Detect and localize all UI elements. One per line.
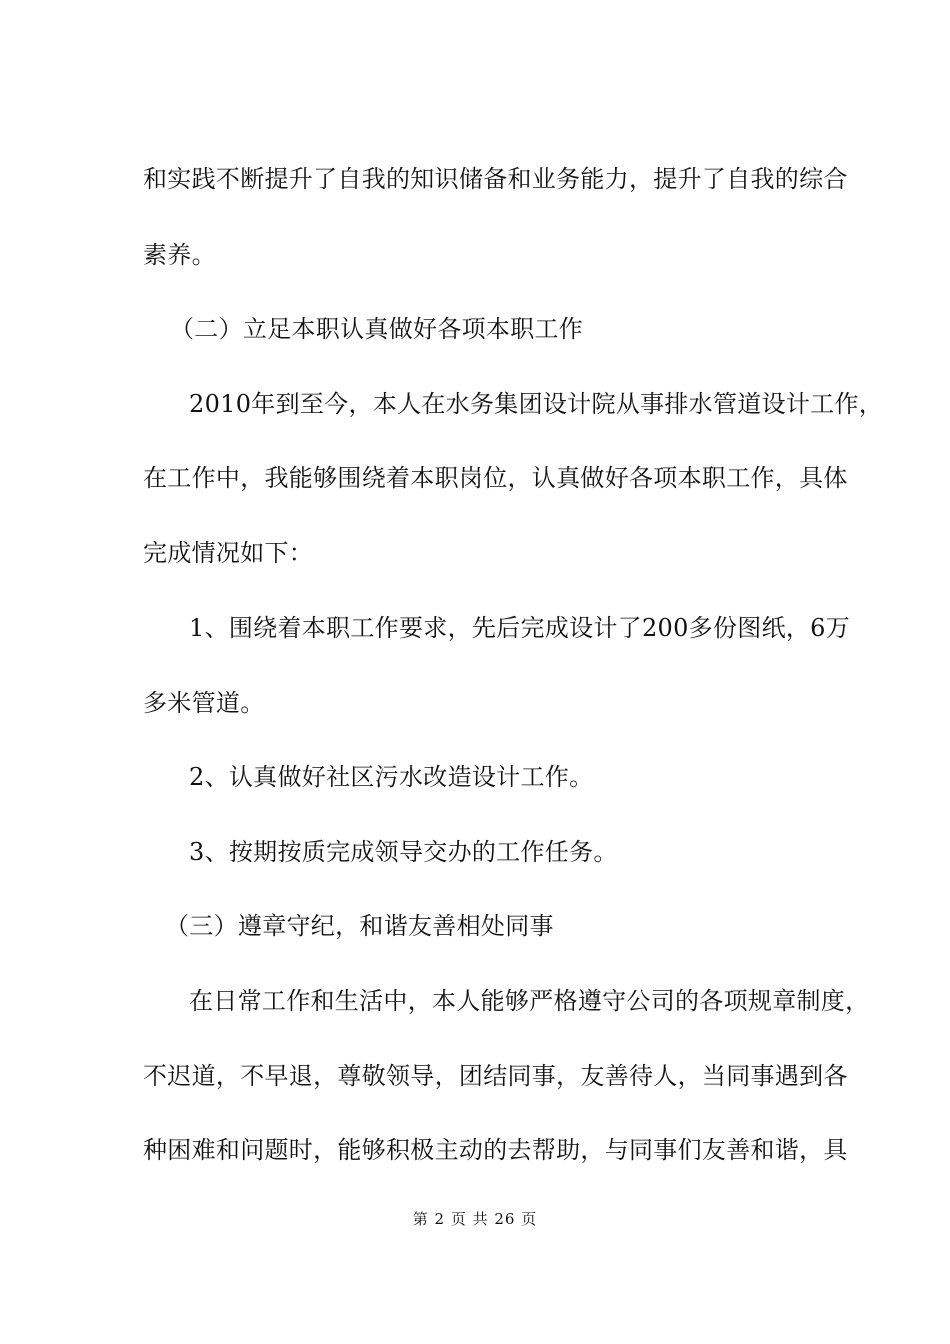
paragraph-line: 多米管道。 (143, 689, 265, 717)
section-heading: （三）遵章守纪，和谐友善相处同事 (165, 912, 554, 940)
paragraph-line: 和实践不断提升了自我的知识储备和业务能力，提升了自我的综合 (143, 165, 848, 193)
list-item: 3、按期按质完成领导交办的工作任务。 (189, 838, 618, 866)
paragraph-line: 在日常工作和生活中，本人能够严格遵守公司的各项规章制度， (189, 987, 870, 1015)
paragraph-line: 种困难和问题时，能够积极主动的去帮助，与同事们友善和谐，具 (143, 1136, 848, 1164)
list-item: 2、认真做好社区污水改造设计工作。 (189, 763, 594, 791)
list-item: 1、围绕着本职工作要求，先后完成设计了200多份图纸，6万 (189, 614, 851, 642)
paragraph-line: 素养。 (143, 241, 216, 269)
section-heading: （二）立足本职认真做好各项本职工作 (170, 315, 584, 343)
paragraph-line: 2010年到至今，本人在水务集团设计院从事排水管道设计工作， (189, 390, 884, 418)
paragraph-line: 在工作中，我能够围绕着本职岗位，认真做好各项本职工作，具体 (143, 464, 848, 492)
paragraph-line: 不迟道，不早退，尊敬领导，团结同事，友善待人，当同事遇到各 (143, 1062, 848, 1090)
paragraph-line: 完成情况如下： (143, 539, 314, 567)
page-number-footer: 第 2 页 共 26 页 (412, 1210, 538, 1228)
